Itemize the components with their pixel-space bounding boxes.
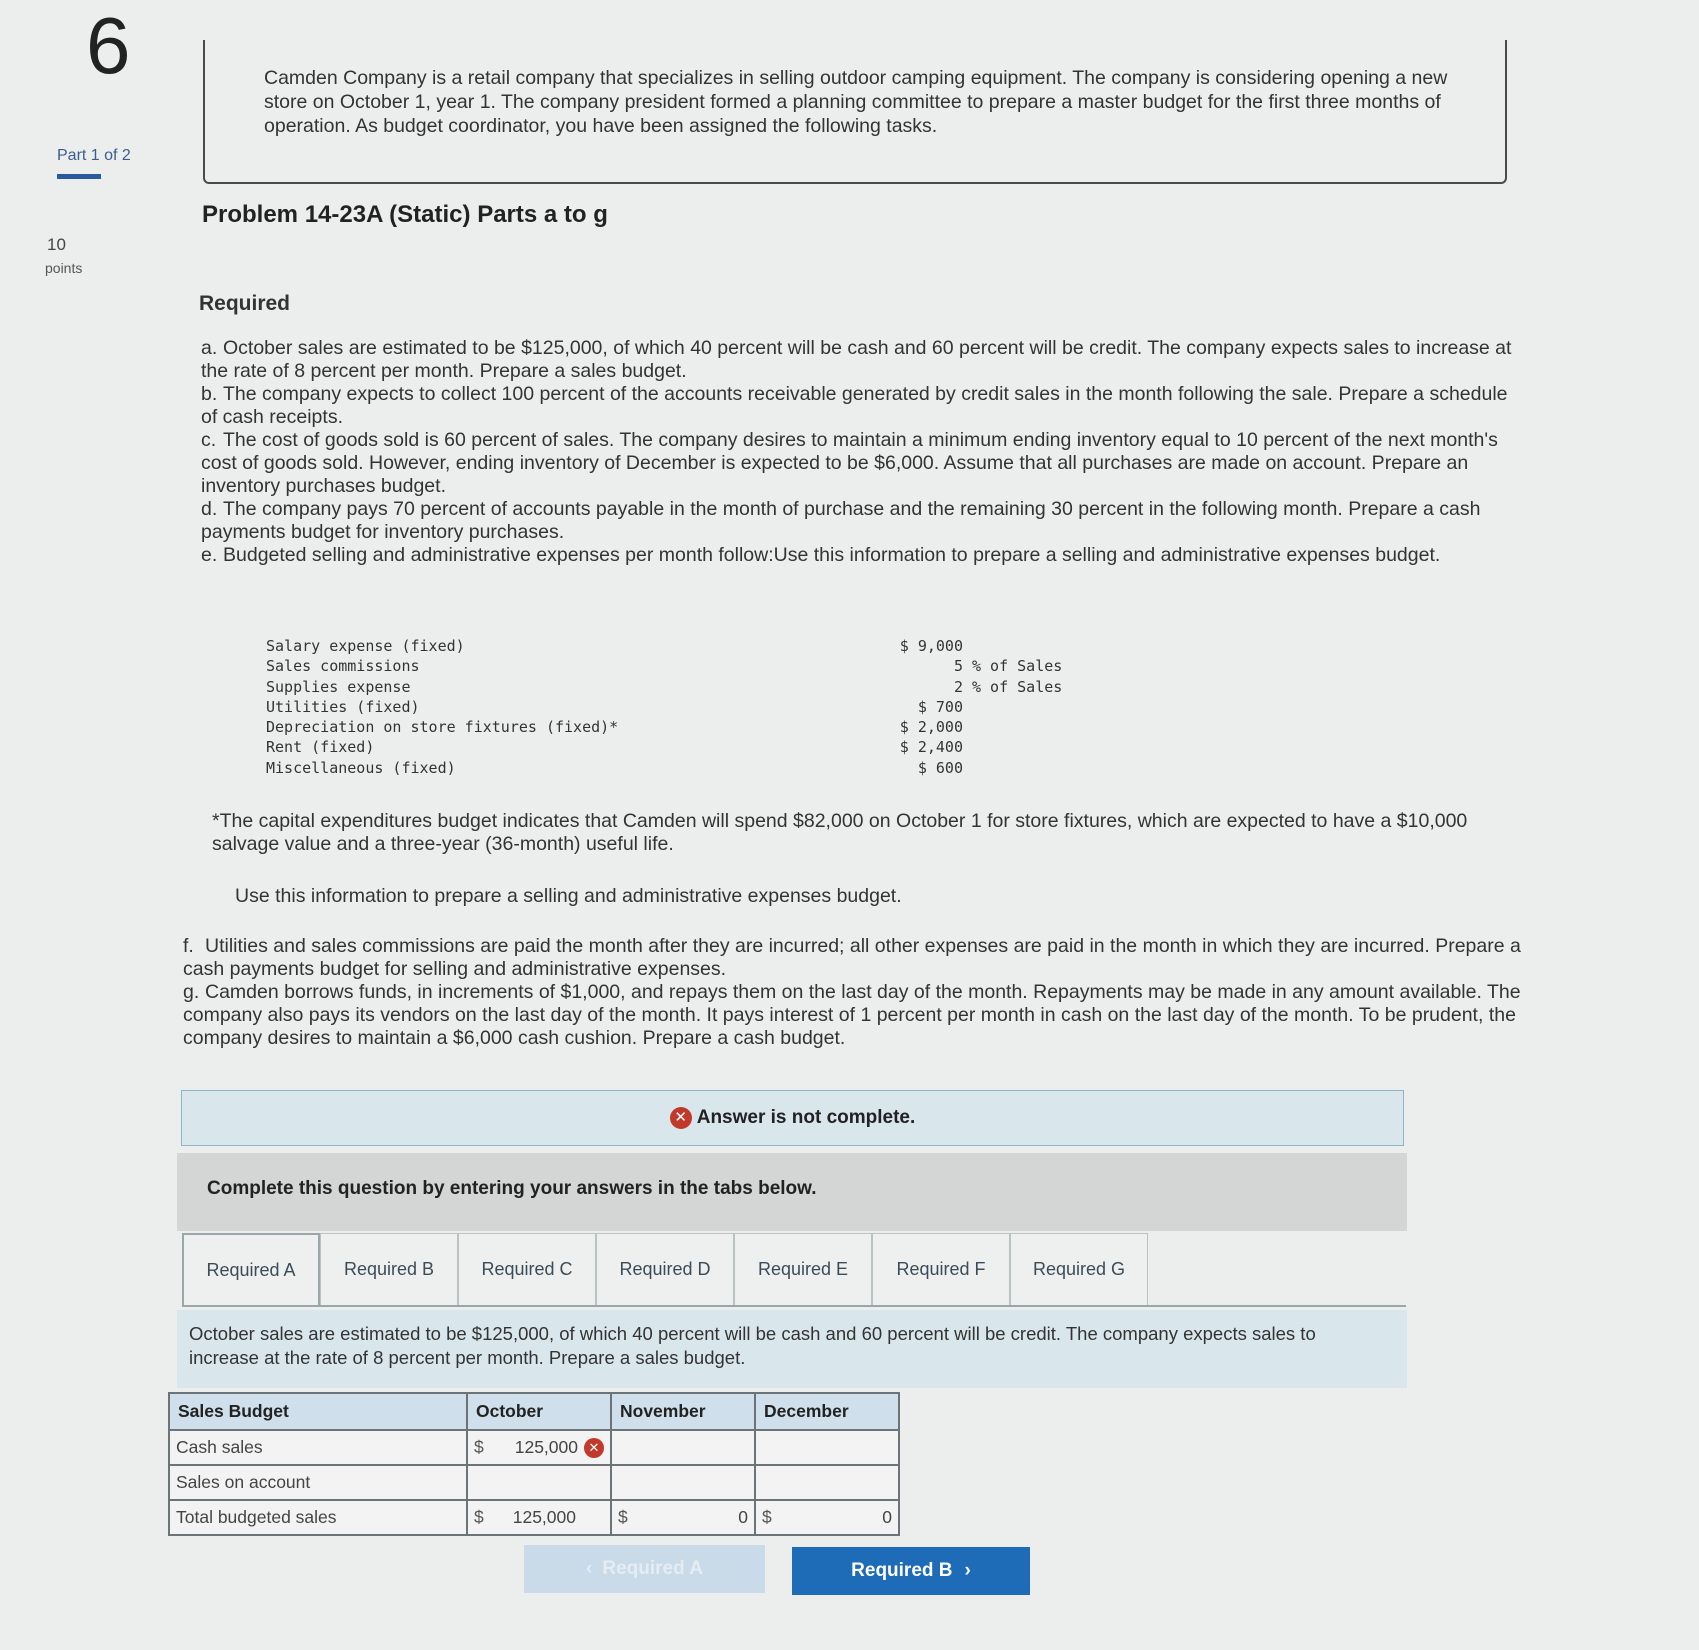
tab-required-g[interactable]: Required G [1010, 1233, 1148, 1305]
incorrect-x-icon: ✕ [584, 1438, 604, 1458]
total-value: 0 [738, 1507, 748, 1527]
requirement-text: The cost of goods sold is 60 percent of sales. The company desires to maintain a minimum ending inventory equal to 10 percent of the next month's cost of goods sold. However, ending inventory of December is expected to be $6,000. Assume that all purchases are made on account. Prepare an inventory purchases budget. [201, 429, 1498, 497]
header-sales-budget: Sales Budget [169, 1393, 467, 1430]
tab-underline [182, 1305, 1406, 1307]
expense-value: $ 2,000 [899, 718, 963, 737]
use-info-text: Use this information to prepare a selling and administrative expenses budget. [235, 885, 902, 907]
requirements-list [201, 337, 1521, 567]
next-button-label: Required B [851, 1560, 953, 1581]
points-value: 10 [47, 235, 66, 254]
part-indicator[interactable]: Part 1 of 2 [57, 147, 131, 164]
table-row-total [169, 1500, 899, 1535]
chevron-right-icon: › [964, 1560, 971, 1581]
complete-prompt: Complete this question by entering your answers in the tabs below. [207, 1178, 817, 1199]
requirement-d [201, 498, 1521, 544]
input-value: 125,000 [514, 1437, 578, 1457]
expense-label: Depreciation on store fixtures (fixed)* [266, 718, 619, 737]
expense-value: 2 [953, 677, 963, 696]
tab-required-b[interactable]: Required B [320, 1233, 458, 1305]
row-label: Total budgeted sales [169, 1500, 467, 1535]
table-row-sales-on-account [169, 1465, 899, 1500]
expense-label: Miscellaneous (fixed) [266, 758, 456, 777]
requirement-b [201, 383, 1521, 429]
row-label: Sales on account [169, 1465, 467, 1500]
expense-unit: % of Sales [972, 677, 1063, 696]
tab-required-e[interactable]: Required E [734, 1233, 872, 1305]
cash-sales-november-input[interactable] [611, 1430, 755, 1465]
total-december [755, 1500, 899, 1535]
row-label: Cash sales [169, 1430, 467, 1465]
dollar-sign: $ [474, 1437, 484, 1457]
requirement-label: a. [201, 337, 218, 359]
answer-status-text: Answer is not complete. [696, 1107, 916, 1128]
tab-required-c[interactable]: Required C [458, 1233, 596, 1305]
requirement-label: f. [183, 935, 194, 957]
expense-unit: % of Sales [972, 657, 1063, 676]
expense-label: Supplies expense [266, 677, 411, 696]
sales-on-account-november-input[interactable] [611, 1465, 755, 1500]
footnote: *The capital expenditures budget indicates that Camden will spend $82,000 on October 1 for store fixtures, which are expected to have a $10,000 salvage value and a three-year (36-month) useful life. [212, 810, 1468, 855]
tab-required-f[interactable]: Required F [872, 1233, 1010, 1305]
requirement-c [201, 429, 1521, 498]
header-november: November [611, 1393, 755, 1430]
dollar-sign: $ [474, 1507, 484, 1527]
requirement-text: Budgeted selling and administrative expenses per month follow:Use this information to prepare a selling and administrative expenses budget. [223, 544, 1441, 566]
problem-title: Problem 14-23A (Static) Parts a to g [202, 201, 608, 228]
total-value: 0 [882, 1507, 892, 1527]
expense-label: Utilities (fixed) [266, 697, 420, 716]
dollar-sign: $ [618, 1507, 628, 1527]
header-december: December [755, 1393, 899, 1430]
instructions-banner [177, 1153, 1407, 1231]
chevron-left-icon: ‹ [586, 1558, 593, 1579]
intro-text: Camden Company is a retail company that specializes in selling outdoor camping equipment. The company is considering opening a new store on October 1, year 1. The company president formed a planning committee to prepare a master budget for the first three months of operation. As budget coordinator, you have been assigned the following tasks. [264, 67, 1448, 137]
question-number: 6 [86, 1, 131, 90]
requirement-f [183, 935, 1523, 981]
requirement-text: October sales are estimated to be $125,000, of which 40 percent will be cash and 60 percent will be credit. The company expects sales to increase at the rate of 8 percent per month. Prepare a sales budget. [201, 337, 1512, 382]
dollar-sign: $ [762, 1507, 772, 1527]
tab-required-d[interactable]: Required D [596, 1233, 734, 1305]
cash-sales-december-input[interactable] [755, 1430, 899, 1465]
requirement-label: b. [201, 383, 218, 405]
expense-value: $ 600 [917, 758, 963, 777]
tab-instructions-box [177, 1310, 1407, 1388]
requirement-label: e. [201, 544, 218, 566]
expense-value: 5 [953, 657, 963, 676]
expense-value: $ 9,000 [899, 637, 963, 655]
header-october: October [467, 1393, 611, 1430]
requirement-e [201, 544, 1521, 567]
requirement-text: Camden borrows funds, in increments of $1,000, and repays them on the last day of the month. Repayments may be made in any amount available. The company also pays its vendors on the last day of the month. It pays interest of 1 percent per month in cash on the last day of the month. To be prudent, the company desires to maintain a $6,000 cash cushion. Prepare a cash budget. [183, 981, 1521, 1049]
requirement-label: g. [183, 981, 200, 1003]
sales-budget-table [168, 1392, 900, 1536]
sales-on-account-december-input[interactable] [755, 1465, 899, 1500]
part-progress-bar [57, 174, 101, 179]
requirement-a [201, 337, 1521, 383]
cash-sales-october-input[interactable] [467, 1430, 611, 1465]
requirement-label: c. [201, 429, 217, 451]
requirement-label: d. [201, 498, 218, 520]
required-tabs [182, 1233, 1148, 1305]
expense-label: Sales commissions [266, 657, 420, 676]
requirement-text: Utilities and sales commissions are paid the month after they are incurred; all other expenses are paid in the month in which they are incurred. Prepare a cash payments budget for selling and administrative expenses. [183, 935, 1521, 980]
total-november [611, 1500, 755, 1535]
points-label: points [45, 260, 83, 276]
next-required-button[interactable] [792, 1547, 1030, 1595]
prev-required-button[interactable] [524, 1545, 765, 1593]
total-october [467, 1500, 611, 1535]
expense-value: $ 2,400 [899, 738, 963, 757]
error-x-icon: ✕ [670, 1107, 692, 1129]
requirements-list-fg [183, 935, 1523, 1050]
requirement-g [183, 981, 1523, 1050]
requirement-text: The company expects to collect 100 percent of the accounts receivable generated by credit sales in the month following the sale. Prepare a schedule of cash receipts. [201, 383, 1508, 428]
tab-required-a[interactable]: Required A [182, 1233, 320, 1305]
expense-value: $ 700 [917, 697, 963, 716]
table-row-cash-sales [169, 1430, 899, 1465]
sales-on-account-october-input[interactable] [467, 1465, 611, 1500]
answer-status-banner [181, 1090, 1404, 1146]
expense-label: Salary expense (fixed) [266, 637, 465, 655]
requirement-text: The company pays 70 percent of accounts payable in the month of purchase and the remaining 30 percent in the following month. Prepare a cash payments budget for inventory purchases. [201, 498, 1481, 543]
prev-button-label: Required A [602, 1558, 703, 1579]
tab-instructions-text: October sales are estimated to be $125,000, of which 40 percent will be cash and 60 percent will be credit. The company expects sales to increase at the rate of 8 percent per month. Prepare a sales budget. [189, 1323, 1316, 1368]
expense-label: Rent (fixed) [266, 738, 375, 757]
total-value: 125,000 [512, 1507, 576, 1527]
required-heading: Required [199, 292, 291, 315]
